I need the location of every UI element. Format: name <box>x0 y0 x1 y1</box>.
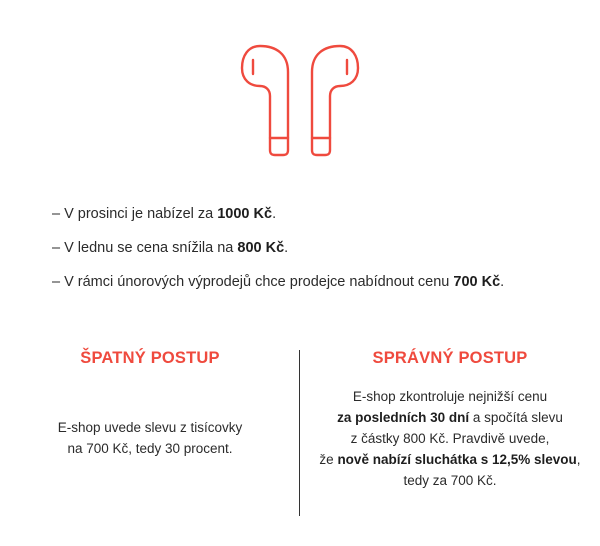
earbuds-icon <box>240 42 360 160</box>
list-item: – V lednu se cena snížila na 800 Kč. <box>52 240 289 256</box>
price-history-list <box>52 204 582 306</box>
list-item: – V prosinci je nabízel za 1000 Kč. <box>52 206 277 222</box>
wrong-approach-title: ŠPATNÝ POSTUP <box>80 349 220 367</box>
right-approach-text: E-shop zkontroluje nejnižší cenu za posledních 30 dní a spočítá slevu z částky 800 Kč. Pravdivě uvede, že nově nabízí sluchátka s 12,5% slevou, tedy za 700 Kč. <box>319 389 581 488</box>
list-item: – V rámci únorových výprodejů chce prodejce nabídnout cenu 700 Kč. <box>52 274 505 290</box>
column-divider <box>299 350 300 516</box>
right-approach-title: SPRÁVNÝ POSTUP <box>372 349 528 367</box>
wrong-approach-text: E-shop uvede slevu z tisícovky na 700 Kč, tedy 30 procent. <box>57 420 243 456</box>
